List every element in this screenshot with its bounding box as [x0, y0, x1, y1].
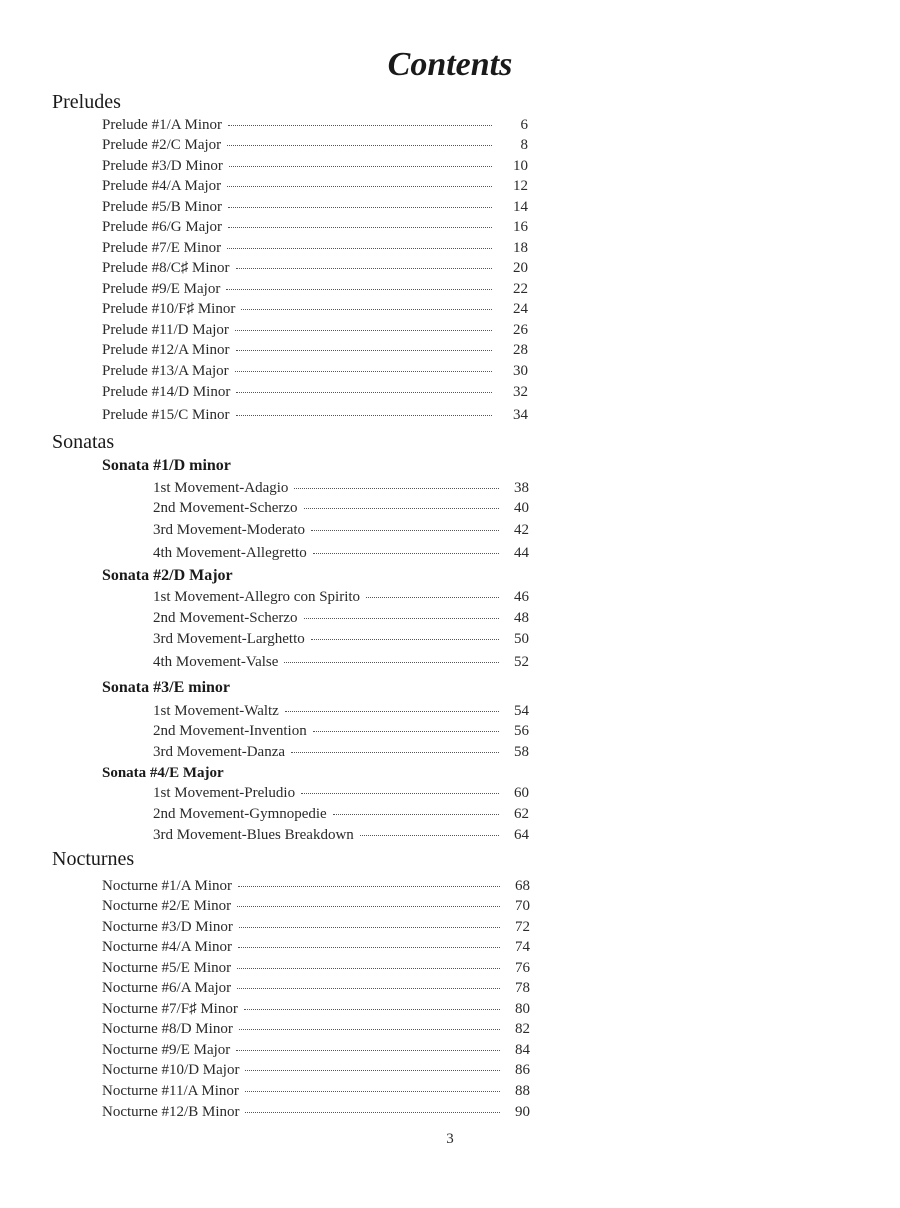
toc-entry[interactable]: [153, 630, 529, 648]
dot-leader: [236, 392, 492, 393]
toc-entry[interactable]: [153, 544, 529, 562]
entry-page: 46: [514, 589, 529, 605]
dot-leader: [236, 1050, 500, 1051]
entry-page: 8: [520, 137, 528, 153]
entry-page: 22: [513, 281, 528, 297]
toc-entry[interactable]: [102, 918, 530, 936]
dot-leader: [285, 711, 499, 712]
dot-leader: [311, 530, 499, 531]
dot-leader: [237, 906, 500, 907]
entry-title: Nocturne #11/A Minor: [102, 1083, 239, 1099]
entry-title: Prelude #14/D Minor: [102, 384, 231, 400]
entry-page: 48: [514, 610, 529, 626]
entry-title: 2nd Movement-Scherzo: [153, 610, 298, 626]
dot-leader: [239, 1029, 500, 1030]
entry-title: Nocturne #5/E Minor: [102, 960, 232, 976]
entry-title: Nocturne #6/A Major: [102, 980, 232, 996]
entry-page: 58: [514, 744, 529, 760]
entry-page: 90: [515, 1104, 530, 1120]
entry-page: 10: [513, 158, 528, 174]
toc-entry[interactable]: [102, 1061, 530, 1079]
toc-entry[interactable]: [102, 300, 528, 318]
dot-leader: [229, 166, 492, 167]
entry-page: 64: [514, 827, 529, 843]
entry-page: 42: [514, 522, 529, 538]
entry-page: 70: [515, 898, 530, 914]
entry-page: 26: [513, 322, 528, 338]
toc-entry[interactable]: [102, 1103, 530, 1121]
dot-leader: [241, 309, 492, 310]
section-heading-preludes: Preludes: [52, 91, 121, 113]
entry-title: 3rd Movement-Danza: [153, 744, 286, 760]
toc-entry[interactable]: [153, 784, 529, 802]
entry-title: Prelude #4/A Major: [102, 178, 222, 194]
entry-title: Prelude #12/A Minor: [102, 342, 230, 358]
section-heading-sonatas: Sonatas: [52, 431, 115, 453]
toc-entry[interactable]: [102, 280, 528, 298]
entry-title: Prelude #5/B Minor: [102, 199, 222, 215]
dot-leader: [236, 268, 493, 269]
dot-leader: [291, 752, 499, 753]
dot-leader: [313, 553, 499, 554]
entry-page: 6: [520, 117, 528, 133]
toc-entry[interactable]: [153, 805, 529, 823]
entry-page: 18: [513, 240, 528, 256]
dot-leader: [228, 125, 492, 126]
dot-leader: [245, 1070, 500, 1071]
dot-leader: [237, 988, 500, 989]
entry-page: 86: [515, 1062, 530, 1078]
dot-leader: [284, 662, 499, 663]
entry-page: 30: [513, 363, 528, 379]
entry-title: Nocturne #9/E Major: [102, 1042, 231, 1058]
toc-entry[interactable]: [102, 157, 528, 175]
dot-leader: [244, 1009, 500, 1010]
dot-leader: [235, 330, 492, 331]
entry-page: 28: [513, 342, 528, 358]
entry-page: 20: [513, 260, 528, 276]
entry-page: 12: [513, 178, 528, 194]
entry-page: 84: [515, 1042, 530, 1058]
entry-title: Prelude #1/A Minor: [102, 117, 222, 133]
entry-page: 76: [515, 960, 530, 976]
entry-title: 2nd Movement-Gymnopedie: [153, 806, 327, 822]
entry-title: Prelude #13/A Major: [102, 363, 229, 379]
entry-page: 44: [514, 545, 529, 561]
toc-entry[interactable]: [153, 653, 529, 671]
entry-page: 34: [513, 407, 528, 423]
dot-leader: [228, 207, 492, 208]
entry-title: 1st Movement-Allegro con Spirito: [153, 589, 361, 605]
dot-leader: [245, 1091, 500, 1092]
entry-title: Prelude #6/G Major: [102, 219, 222, 235]
toc-entry[interactable]: [102, 406, 528, 424]
toc-entry[interactable]: [102, 198, 528, 216]
entry-page: 78: [515, 980, 530, 996]
entry-title: Nocturne #1/A Minor: [102, 878, 232, 894]
dot-leader: [228, 227, 492, 228]
page-number: 3: [446, 1131, 454, 1147]
toc-entry[interactable]: [102, 383, 528, 401]
entry-title: Prelude #8/C♯ Minor: [102, 260, 230, 276]
sonata-heading: Sonata #4/E Major: [102, 765, 224, 781]
toc-entry[interactable]: [102, 321, 528, 339]
dot-leader: [227, 248, 492, 249]
toc-entry[interactable]: [153, 521, 529, 539]
toc-entry[interactable]: [153, 609, 529, 627]
toc-entry[interactable]: [102, 938, 530, 956]
dot-leader: [304, 508, 499, 509]
toc-entry[interactable]: [102, 877, 530, 895]
toc-entry[interactable]: [102, 897, 530, 915]
entry-page: 88: [515, 1083, 530, 1099]
toc-entry[interactable]: [102, 218, 528, 236]
entry-page: 54: [514, 703, 529, 719]
entry-title: 3rd Movement-Blues Breakdown: [153, 827, 354, 843]
entry-title: Prelude #10/F♯ Minor: [102, 301, 236, 317]
dot-leader: [245, 1112, 500, 1113]
dot-leader: [236, 350, 493, 351]
section-heading-nocturnes: Nocturnes: [52, 848, 135, 870]
entry-title: Nocturne #3/D Minor: [102, 919, 233, 935]
toc-entry[interactable]: [153, 702, 529, 720]
entry-title: 1st Movement-Preludio: [153, 785, 296, 801]
dot-leader: [239, 927, 500, 928]
toc-entry[interactable]: [102, 239, 528, 257]
toc-entry[interactable]: [102, 1000, 530, 1018]
dot-leader: [294, 488, 499, 489]
entry-page: 16: [513, 219, 528, 235]
dot-leader: [311, 639, 499, 640]
dot-leader: [227, 145, 492, 146]
toc-entry[interactable]: [102, 1020, 530, 1038]
dot-leader: [301, 793, 499, 794]
toc-entry[interactable]: [153, 499, 529, 517]
entry-title: 1st Movement-Waltz: [153, 703, 279, 719]
entry-page: 60: [514, 785, 529, 801]
dot-leader: [237, 968, 500, 969]
toc-entry[interactable]: [102, 979, 530, 997]
dot-leader: [333, 814, 499, 815]
dot-leader: [360, 835, 499, 836]
entry-title: Nocturne #8/D Minor: [102, 1021, 233, 1037]
dot-leader: [313, 731, 499, 732]
dot-leader: [366, 597, 499, 598]
entry-title: Prelude #2/C Major: [102, 137, 222, 153]
toc-entry[interactable]: [153, 722, 529, 740]
dot-leader: [304, 618, 499, 619]
dot-leader: [238, 886, 500, 887]
entry-title: 2nd Movement-Invention: [153, 723, 307, 739]
toc-entry[interactable]: [102, 259, 528, 277]
toc-entry[interactable]: [153, 588, 529, 606]
entry-title: 3rd Movement-Larghetto: [153, 631, 305, 647]
sonata-heading: Sonata #2/D Major: [102, 567, 233, 584]
entry-title: Prelude #11/D Major: [102, 322, 229, 338]
entry-page: 56: [514, 723, 529, 739]
entry-page: 72: [515, 919, 530, 935]
entry-page: 40: [514, 500, 529, 516]
toc-entry[interactable]: [102, 177, 528, 195]
entry-page: 52: [514, 654, 529, 670]
toc-entry[interactable]: [153, 743, 529, 761]
entry-title: 4th Movement-Allegretto: [153, 545, 307, 561]
entry-title: 2nd Movement-Scherzo: [153, 500, 298, 516]
entry-title: Nocturne #10/D Major: [102, 1062, 240, 1078]
entry-page: 38: [514, 480, 529, 496]
sonata-heading: Sonata #3/E minor: [102, 679, 231, 696]
toc-entry[interactable]: [102, 136, 528, 154]
entry-title: Nocturne #2/E Minor: [102, 898, 232, 914]
dot-leader: [236, 415, 493, 416]
entry-page: 62: [514, 806, 529, 822]
entry-title: 1st Movement-Adagio: [153, 480, 289, 496]
entry-page: 24: [513, 301, 528, 317]
entry-page: 32: [513, 384, 528, 400]
entry-page: 80: [515, 1001, 530, 1017]
toc-entry[interactable]: [102, 362, 528, 380]
toc-entry[interactable]: [102, 116, 528, 134]
toc-entry[interactable]: [102, 1041, 530, 1059]
toc-entry[interactable]: [102, 341, 528, 359]
toc-entry[interactable]: [102, 1082, 530, 1100]
entry-title: Nocturne #4/A Minor: [102, 939, 232, 955]
entry-title: Prelude #15/C Minor: [102, 407, 230, 423]
toc-entry[interactable]: [153, 479, 529, 497]
entry-page: 14: [513, 199, 528, 215]
entry-title: 3rd Movement-Moderato: [153, 522, 306, 538]
entry-title: Nocturne #12/B Minor: [102, 1104, 240, 1120]
entry-page: 82: [515, 1021, 530, 1037]
toc-entry[interactable]: [153, 826, 529, 844]
toc-entry[interactable]: [102, 959, 530, 977]
entry-title: Prelude #7/E Minor: [102, 240, 222, 256]
dot-leader: [238, 947, 500, 948]
entry-title: 4th Movement-Valse: [153, 654, 279, 670]
dot-leader: [226, 289, 492, 290]
dot-leader: [235, 371, 492, 372]
page-title: Contents: [387, 46, 513, 83]
dot-leader: [227, 186, 492, 187]
entry-page: 50: [514, 631, 529, 647]
entry-page: 68: [515, 878, 530, 894]
sonata-heading: Sonata #1/D minor: [102, 457, 231, 474]
entry-page: 74: [515, 939, 530, 955]
entry-title: Nocturne #7/F♯ Minor: [102, 1001, 238, 1017]
entry-title: Prelude #3/D Minor: [102, 158, 223, 174]
entry-title: Prelude #9/E Major: [102, 281, 221, 297]
